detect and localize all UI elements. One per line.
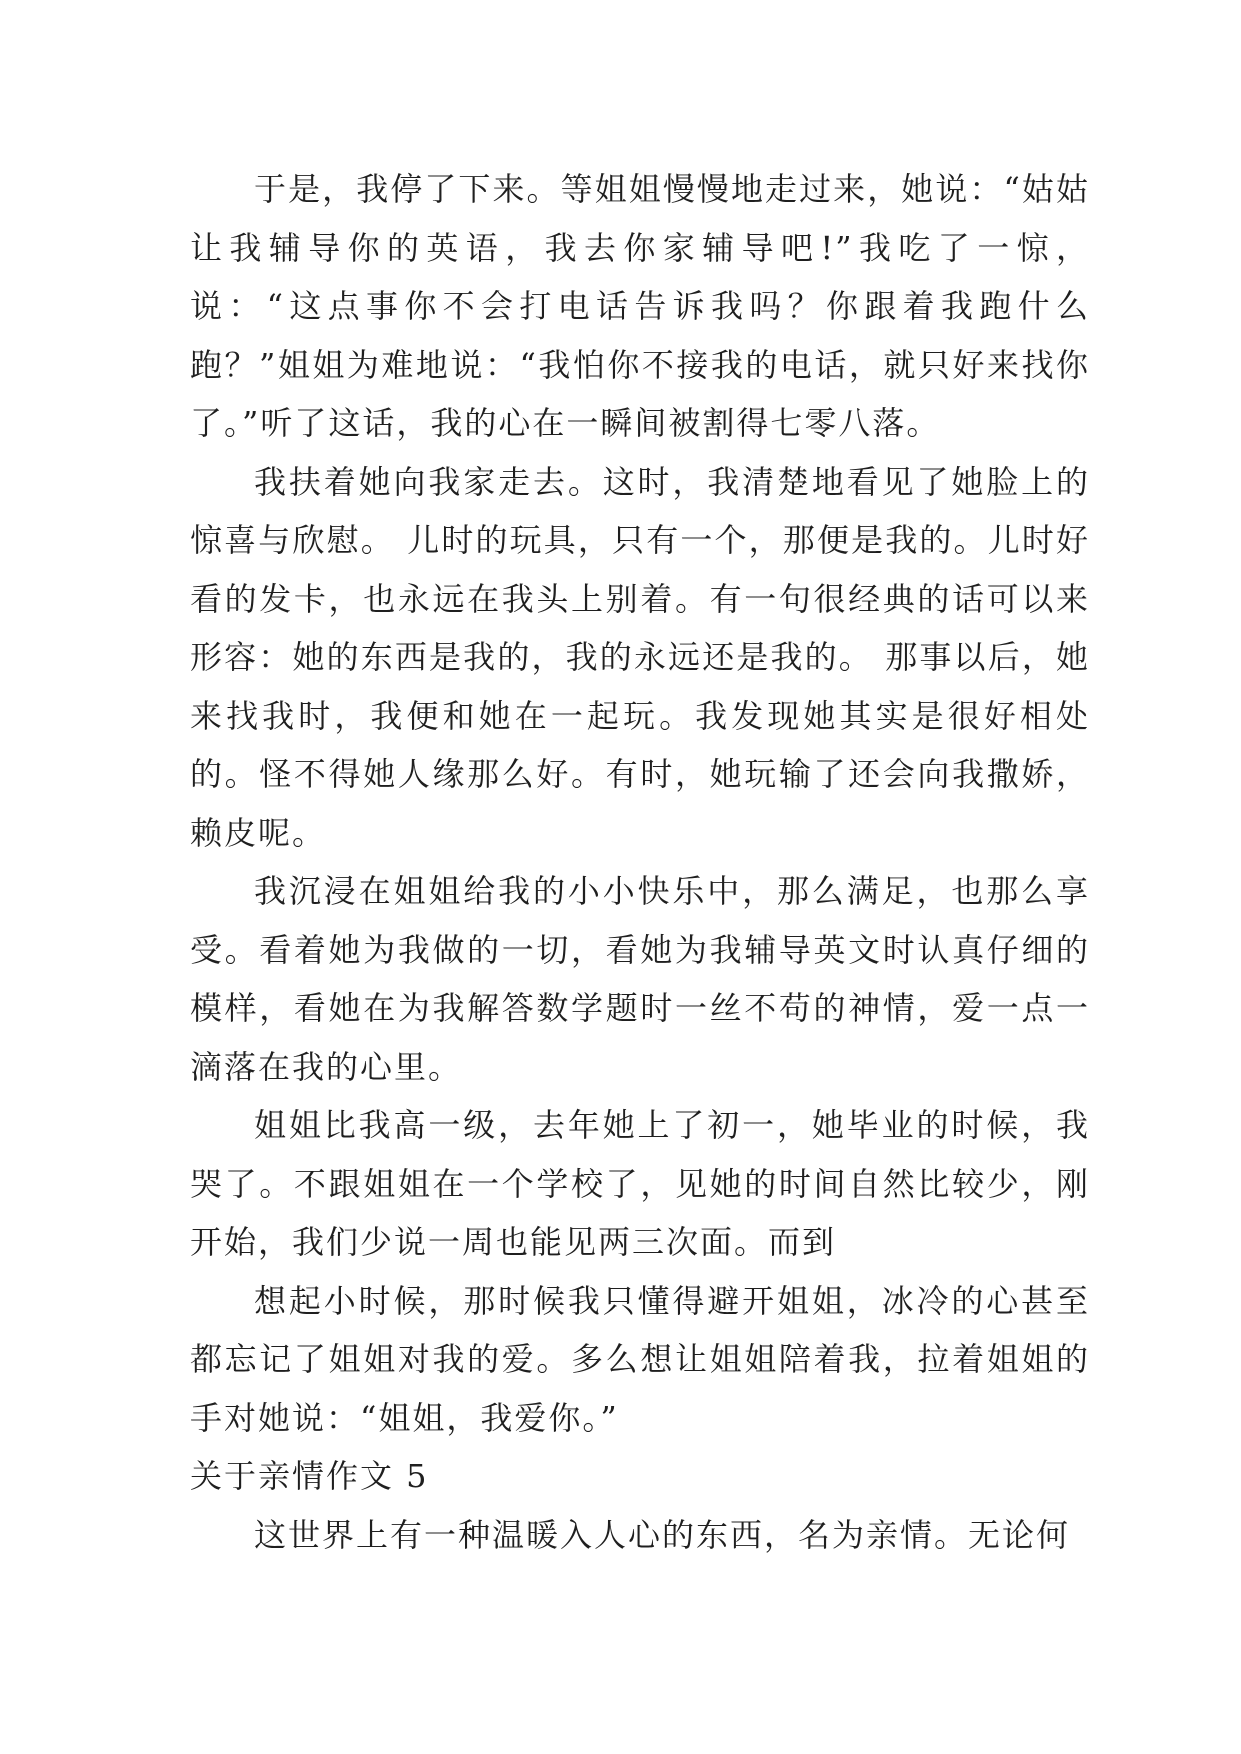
section-heading: 关于亲情作文 5	[190, 1457, 429, 1495]
paragraph-4: 姐姐比我高一级，去年她上了初一，她毕业的时候，我哭了。不跟姐姐在一个学校了，见她的时间自然比较少，刚开始，我们少说一周也能见两三次面。而到	[190, 1106, 1090, 1261]
paragraph-2: 我扶着她向我家走去。这时，我清楚地看见了她脸上的惊喜与欣慰。 儿时的玩具，只有一个，那便是我的。儿时好看的发卡，也永远在我头上别着。有一句很经典的话可以来形容：她的东西是我的，我的永远还是我的。 那事以后，她来找我时，我便和她在一起玩。我发现她其实是很好相处的。怪不得她人缘那么好。有时，她玩输了还会向我撒娇，赖皮呢。	[190, 462, 1090, 852]
paragraph-6: 这世界上有一种温暖入人心的东西，名为亲情。无论何	[254, 1515, 1071, 1554]
paragraph-5: 想起小时候，那时候我只懂得避开姐姐，冰冷的心甚至都忘记了姐姐对我的爱。多么想让姐姐陪着我，拉着姐姐的手对她说：“姐姐，我爱你。”	[190, 1281, 1090, 1437]
article-body	[190, 160, 1090, 1564]
paragraph-1: 于是，我停了下来。等姐姐慢慢地走过来，她说：“姑姑让我辅导你的英语，我去你家辅导吧!”我吃了一惊，说：“这点事你不会打电话告诉我吗？你跟着我跑什么跑？”姐姐为难地说：“我怕你不接我的电话，就只好来找你了。”听了这话，我的心在一瞬间被割得七零八落。	[190, 170, 1090, 442]
paragraph-3: 我沉浸在姐姐给我的小小快乐中，那么满足，也那么享受。看着她为我做的一切，看她为我辅导英文时认真仔细的模样，看她在为我解答数学题时一丝不苟的神情，爱一点一滴落在我的心里。	[190, 872, 1090, 1086]
